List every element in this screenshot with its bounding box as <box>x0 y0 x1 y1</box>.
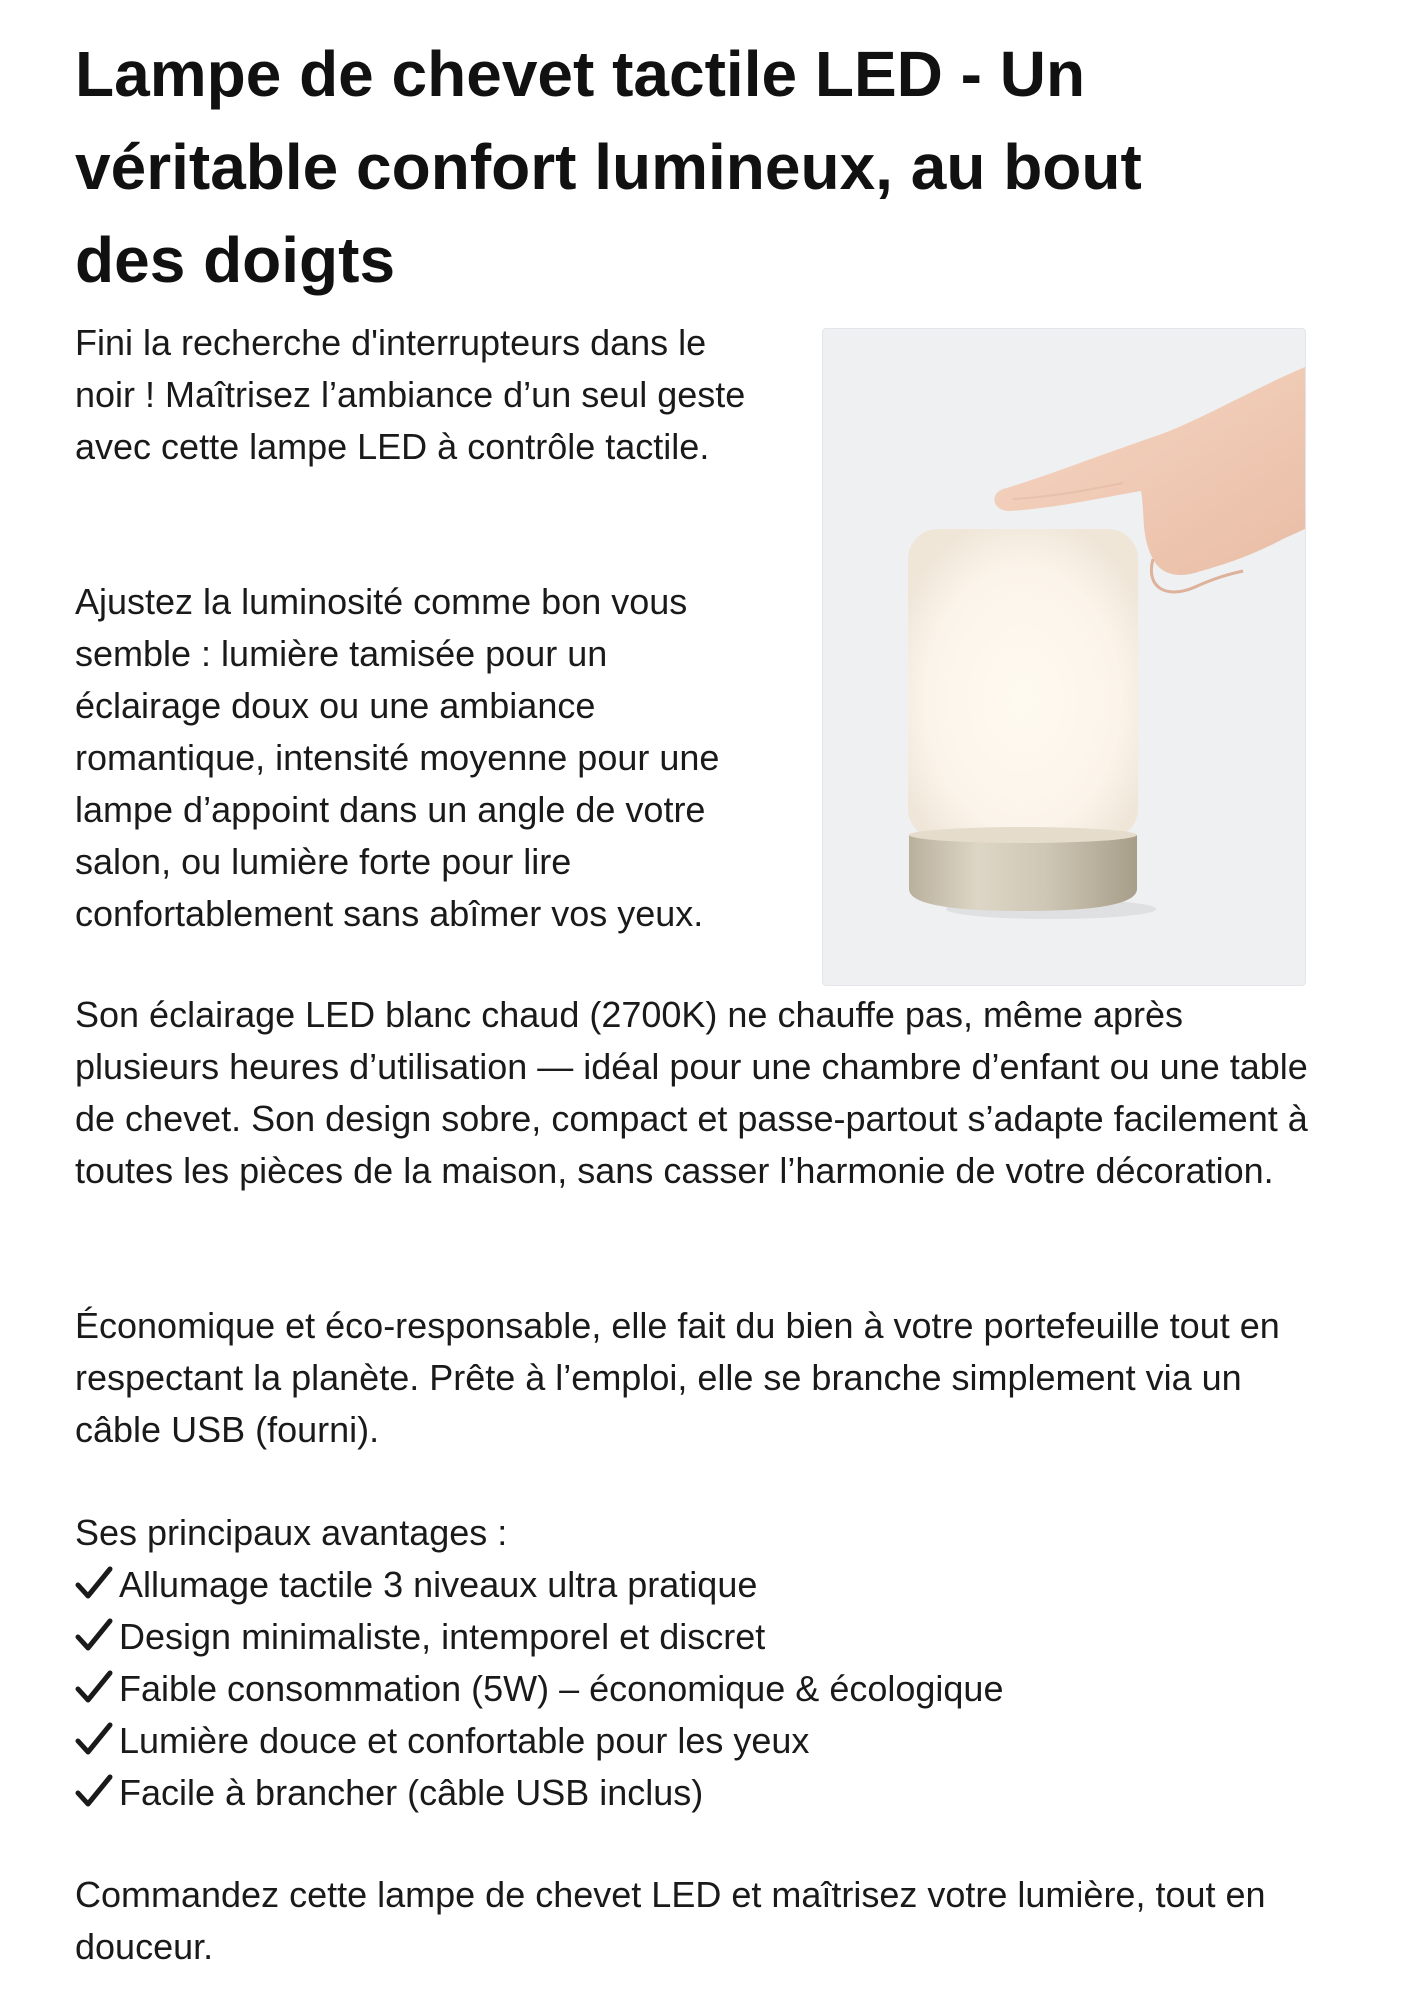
intro-paragraph: Fini la recherche d'interrupteurs dans le noir ! Maîtrisez l’ambiance d’un seul geste avec cette lampe LED à contrôle tactile. <box>75 322 746 467</box>
benefit-text: Allumage tactile 3 niveaux ultra pratique <box>119 1564 758 1605</box>
lamp-with-hand-illustration <box>823 329 1305 985</box>
eco-paragraph: Économique et éco-responsable, elle fait du bien à votre portefeuille tout en respectant la planète. Prête à l’emploi, elle se branche simplement via un câble USB (fourni). <box>75 1305 1280 1450</box>
benefit-item <box>75 1611 1003 1663</box>
benefit-text: Design minimaliste, intemporel et discret <box>119 1616 766 1657</box>
benefit-item <box>75 1559 1003 1611</box>
checkmark-icon <box>75 1667 113 1707</box>
checkmark-icon <box>75 1719 113 1759</box>
closing-paragraph: Commandez cette lampe de chevet LED et maîtrisez votre lumière, tout en douceur. <box>75 1874 1266 1967</box>
benefit-text: Facile à brancher (câble USB inclus) <box>119 1772 704 1813</box>
benefits-list <box>75 1559 1003 1819</box>
benefit-item <box>75 1663 1003 1715</box>
checkmark-icon <box>75 1615 113 1655</box>
checkmark-icon <box>75 1771 113 1811</box>
benefit-text: Lumière douce et confortable pour les yeux <box>119 1720 810 1761</box>
brightness-paragraph: Ajustez la luminosité comme bon vous semble : lumière tamisée pour un éclairage doux ou une ambiance romantique, intensité moyenne pour une lampe d’appoint dans un angle de votre salon, ou lumière forte pour lire confortablement sans abîmer vos yeux. <box>75 581 720 934</box>
benefits-heading: Ses principaux avantages : <box>75 1512 508 1553</box>
page-title: Lampe de chevet tactile LED - Un véritable confort lumineux, au bout des doigts <box>75 38 1142 296</box>
benefit-item <box>75 1715 1003 1767</box>
benefit-text: Faible consommation (5W) – économique & écologique <box>119 1668 1004 1709</box>
checkmark-icon <box>75 1563 113 1603</box>
design-paragraph: Son éclairage LED blanc chaud (2700K) ne chauffe pas, même après plusieurs heures d’utilisation — idéal pour une chambre d’enfant ou une table de chevet. Son design sobre, compact et passe-partout s’adapte facilement à toutes les pièces de la maison, sans casser l’harmonie de votre décoration. <box>75 994 1308 1191</box>
product-photo <box>822 328 1306 986</box>
benefit-item <box>75 1767 1003 1819</box>
